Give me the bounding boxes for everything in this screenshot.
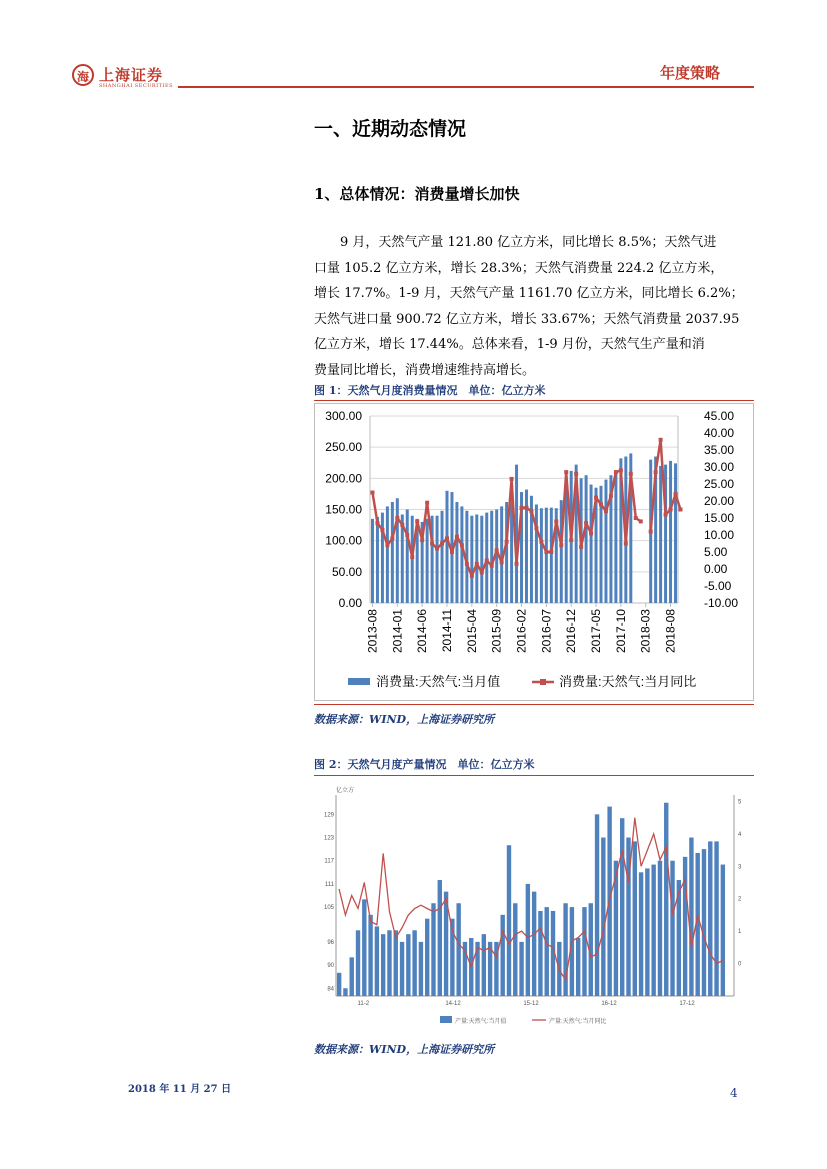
y-right-tick-label: 35.00 — [704, 443, 735, 457]
bar — [446, 491, 449, 603]
bar — [601, 838, 605, 996]
line-point — [510, 477, 514, 481]
line-point — [619, 468, 623, 472]
bar — [475, 514, 478, 603]
line-point — [400, 523, 404, 527]
legend-swatch-bar — [440, 1016, 452, 1023]
chart-frame — [315, 404, 754, 701]
line-point — [480, 570, 484, 574]
bar — [436, 516, 439, 603]
line-point — [380, 528, 384, 532]
line-point — [460, 543, 464, 547]
x-tick-label: 2015-04 — [464, 609, 479, 654]
y-right-tick-label: 30.00 — [704, 460, 735, 474]
y-right-tick-label: -10.00 — [704, 596, 739, 610]
bar — [368, 915, 372, 996]
x-tick-label: 11-2 — [357, 1001, 370, 1007]
section-title: 一、近期动态情况 — [314, 118, 467, 140]
line-point — [440, 542, 444, 546]
x-tick-label: 2018-08 — [663, 609, 678, 654]
legend-label-line: 消费量:天然气:当月同比 — [559, 674, 697, 689]
line-point — [445, 536, 449, 540]
line-point — [649, 530, 653, 534]
y-left-tick-label: 50.00 — [331, 564, 362, 579]
line-point — [475, 562, 479, 566]
logo-icon: 海 — [72, 64, 94, 86]
line-point — [395, 516, 399, 520]
bar — [400, 942, 404, 996]
line-point — [415, 519, 419, 523]
line-point — [594, 496, 598, 500]
paragraph-line: 费量同比增长，消费增速维持高增长。 — [314, 362, 536, 378]
bar — [482, 934, 486, 996]
y-right-tick-label: 3 — [738, 864, 742, 871]
legend-marker-line — [540, 679, 546, 685]
y-left-tick-label: 117 — [324, 858, 334, 865]
y-right-tick-label: 20.00 — [704, 494, 735, 508]
production-chart — [314, 780, 754, 1032]
y-right-tick-label: 45.00 — [704, 409, 735, 423]
line-point — [385, 543, 389, 547]
y-left-tick-label: 90 — [327, 963, 334, 970]
line-point — [425, 501, 429, 505]
bar — [590, 485, 593, 603]
line-point — [405, 533, 409, 537]
bar — [651, 865, 655, 996]
bar — [490, 511, 493, 603]
x-tick-label: 2016-12 — [564, 609, 579, 654]
bar — [356, 930, 360, 996]
bar — [658, 861, 662, 996]
y-left-tick-label: 0.00 — [338, 596, 362, 610]
line-point — [599, 502, 603, 506]
x-tick-label: 2018-03 — [638, 609, 653, 654]
line-point — [549, 550, 553, 554]
bar — [375, 926, 379, 996]
bar — [669, 461, 672, 603]
y-right-tick-label: 2 — [738, 896, 742, 903]
legend-label-bar: 产量:天然气:当月值 — [455, 1019, 507, 1025]
bar — [426, 519, 429, 603]
y-right-tick-label: 25.00 — [704, 477, 735, 491]
bar — [645, 868, 649, 996]
line-point — [370, 491, 374, 495]
line-point — [589, 531, 593, 535]
legend-label-bar: 消费量:天然气:当月值 — [376, 674, 501, 689]
y-right-tick-label: 40.00 — [704, 426, 735, 440]
line-point — [435, 547, 439, 551]
bar — [396, 498, 399, 603]
line-point — [410, 555, 414, 559]
bar — [362, 899, 366, 996]
figure1-bottom-rule — [314, 704, 754, 705]
bar — [659, 466, 662, 603]
y-left-tick-label: 105 — [323, 905, 334, 912]
x-tick-label: 2013-08 — [365, 609, 380, 654]
line-point — [674, 492, 678, 496]
figure1-caption: 图 1：天然气月度消费量情况 单位：亿立方米 — [314, 384, 546, 397]
line-point — [624, 542, 628, 546]
bar — [540, 508, 543, 603]
bar — [683, 857, 687, 996]
y-right-tick-label: 0 — [738, 961, 742, 968]
line-point — [609, 494, 613, 498]
bar — [708, 841, 712, 996]
x-tick-label: 2016-02 — [514, 609, 529, 654]
x-tick-label: 16-12 — [601, 1001, 617, 1007]
paragraph-line: 亿立方米，增长 17.44%。总体来看，1-9 月份，天然气生产量和消 — [314, 337, 705, 353]
x-tick-label: 2017-10 — [613, 609, 628, 654]
line-point — [465, 562, 469, 566]
y-right-tick-label: 5.00 — [704, 545, 728, 559]
line-point — [505, 540, 509, 544]
bar — [438, 880, 442, 996]
line-point — [559, 543, 563, 547]
line-point — [490, 564, 494, 568]
bar — [563, 903, 567, 996]
consumption-chart — [314, 403, 754, 701]
line-point — [544, 550, 548, 554]
line-point — [678, 508, 682, 512]
line-point — [639, 519, 643, 523]
line-point — [664, 513, 668, 517]
bar — [381, 513, 384, 603]
bar — [538, 911, 542, 996]
line-point — [529, 509, 533, 513]
bar — [455, 502, 458, 603]
bar — [412, 930, 416, 996]
figure2-caption: 图 2：天然气月度产量情况 单位：亿立方米 — [314, 758, 535, 771]
bar — [460, 506, 463, 603]
line-point — [654, 470, 658, 474]
bar — [480, 516, 483, 603]
line-point — [450, 550, 454, 554]
bar — [387, 930, 391, 996]
footer-date: 2018 年 11 月 27 日 — [128, 1084, 232, 1095]
bar — [500, 915, 504, 996]
paragraph-line: 口量 105.2 亿立方米，增长 28.3%；天然气消费量 224.2 亿立方米， — [314, 260, 724, 276]
line-point — [604, 509, 608, 513]
y-right-tick-label: 1 — [738, 929, 742, 936]
bar — [513, 903, 517, 996]
line-point — [375, 521, 379, 525]
y-left-tick-label: 111 — [324, 881, 334, 888]
line-point — [629, 472, 633, 476]
bar — [406, 934, 410, 996]
line-point — [420, 538, 424, 542]
x-tick-label: 2014-06 — [415, 609, 430, 654]
bar — [639, 872, 643, 996]
line-point — [520, 506, 524, 510]
bar — [350, 957, 354, 996]
bar — [441, 511, 444, 603]
y-right-tick-label: 15.00 — [704, 511, 735, 525]
line-point — [659, 438, 663, 442]
legend-label-line: 产量:天然气:当月同比 — [549, 1019, 607, 1025]
bar — [425, 919, 429, 996]
bar — [604, 480, 607, 603]
bar — [343, 988, 347, 996]
bar — [371, 519, 374, 603]
bar — [376, 517, 379, 603]
bar — [532, 892, 536, 996]
bar — [714, 841, 718, 996]
bar — [406, 510, 409, 604]
bar — [689, 838, 693, 996]
paragraph-line: 增长 17.7%。1-9 月，天然气产量 1161.70 亿立方米，同比增长 6.2%； — [314, 286, 744, 302]
y-right-tick-label: 10.00 — [704, 528, 735, 542]
bar — [526, 884, 530, 996]
y-right-tick-label: -5.00 — [704, 579, 732, 593]
bar — [721, 865, 725, 996]
x-tick-label: 2014-11 — [440, 609, 454, 653]
figure2-top-rule — [314, 775, 754, 776]
bar — [431, 903, 435, 996]
y-right-tick-label: 4 — [738, 831, 742, 838]
line-point — [515, 562, 519, 566]
bar — [614, 472, 617, 603]
bar — [391, 502, 394, 603]
bar — [381, 934, 385, 996]
y-left-tick-label: 200.00 — [325, 471, 362, 486]
bar — [702, 849, 706, 996]
line-point — [390, 536, 394, 540]
y-right-tick-label: 5 — [738, 799, 742, 806]
line-point — [539, 540, 543, 544]
bar — [419, 942, 423, 996]
x-tick-label: 2015-09 — [489, 609, 504, 654]
subsection-title: 1、总体情况：消费量增长加快 — [314, 185, 520, 203]
line-point — [634, 516, 638, 520]
bar — [337, 973, 341, 996]
report-type: 年度策略 — [660, 64, 721, 82]
x-tick-label: 17-12 — [679, 1001, 695, 1007]
line-point — [524, 506, 528, 510]
y-left-tick-label: 250.00 — [325, 440, 362, 455]
bar — [456, 903, 460, 996]
line-point — [569, 538, 573, 542]
line-point — [430, 542, 434, 546]
figure2-source: 数据来源：WIND，上海证券研究所 — [314, 1043, 495, 1056]
line-point — [564, 470, 568, 474]
line-point — [614, 470, 618, 474]
page-number: 4 — [730, 1086, 738, 1100]
line-point — [574, 472, 578, 476]
x-tick-label: 14-12 — [445, 1001, 461, 1007]
logo-subtext: SHANGHAI SECURITIES — [99, 83, 174, 89]
y-right-tick-label: 0.00 — [704, 562, 728, 576]
bar — [595, 814, 599, 996]
figure1-source: 数据来源：WIND，上海证券研究所 — [314, 713, 495, 726]
bar — [485, 513, 488, 603]
y-left-tick-label: 129 — [323, 812, 334, 819]
bar — [519, 942, 523, 996]
line-point — [584, 521, 588, 525]
bar — [411, 516, 414, 603]
logo-text: 上海证券 — [99, 66, 164, 84]
bar — [670, 861, 674, 996]
line-point — [470, 574, 474, 578]
y-left-tick-label: 84 — [327, 986, 334, 993]
body-paragraph — [314, 230, 754, 384]
figure1-top-rule — [314, 400, 754, 401]
bar — [470, 516, 473, 603]
line-point — [495, 548, 499, 552]
bar — [394, 930, 398, 996]
bar — [585, 475, 588, 603]
bar — [674, 463, 677, 603]
bar — [507, 845, 511, 996]
line-point — [500, 560, 504, 564]
line-point — [579, 545, 583, 549]
y-left-tick-label: 300.00 — [325, 409, 362, 423]
line-point — [554, 519, 558, 523]
x-tick-label: 2017-05 — [589, 609, 604, 654]
y-left-unit: 亿立方 — [336, 788, 355, 794]
bar — [576, 938, 580, 996]
bar — [582, 907, 586, 996]
y-left-tick-label: 123 — [323, 835, 334, 842]
legend-swatch-bar — [348, 678, 370, 685]
bar — [664, 803, 668, 996]
x-tick-label: 15-12 — [523, 1001, 539, 1007]
bar — [545, 508, 548, 603]
paragraph-line: 天然气进口量 900.72 亿立方米，增长 33.67%；天然气消费量 2037.95 — [314, 311, 740, 327]
line-point — [669, 508, 673, 512]
bar — [633, 841, 637, 996]
line-point — [455, 535, 459, 539]
y-left-tick-label: 150.00 — [325, 502, 362, 517]
bar — [620, 818, 624, 996]
x-tick-label: 2016-07 — [539, 609, 554, 654]
bar — [550, 508, 553, 603]
line-point — [534, 526, 538, 530]
x-tick-label: 2014-01 — [390, 609, 405, 654]
bar — [545, 907, 549, 996]
bar — [535, 505, 538, 603]
y-left-tick-label: 100.00 — [325, 533, 362, 548]
paragraph-line: 9 月，天然气产量 121.80 亿立方米，同比增长 8.5%；天然气进 — [314, 235, 717, 250]
y-left-tick-label: 96 — [327, 939, 334, 946]
line-point — [485, 559, 489, 563]
header-divider — [178, 86, 754, 88]
bar — [386, 506, 389, 603]
